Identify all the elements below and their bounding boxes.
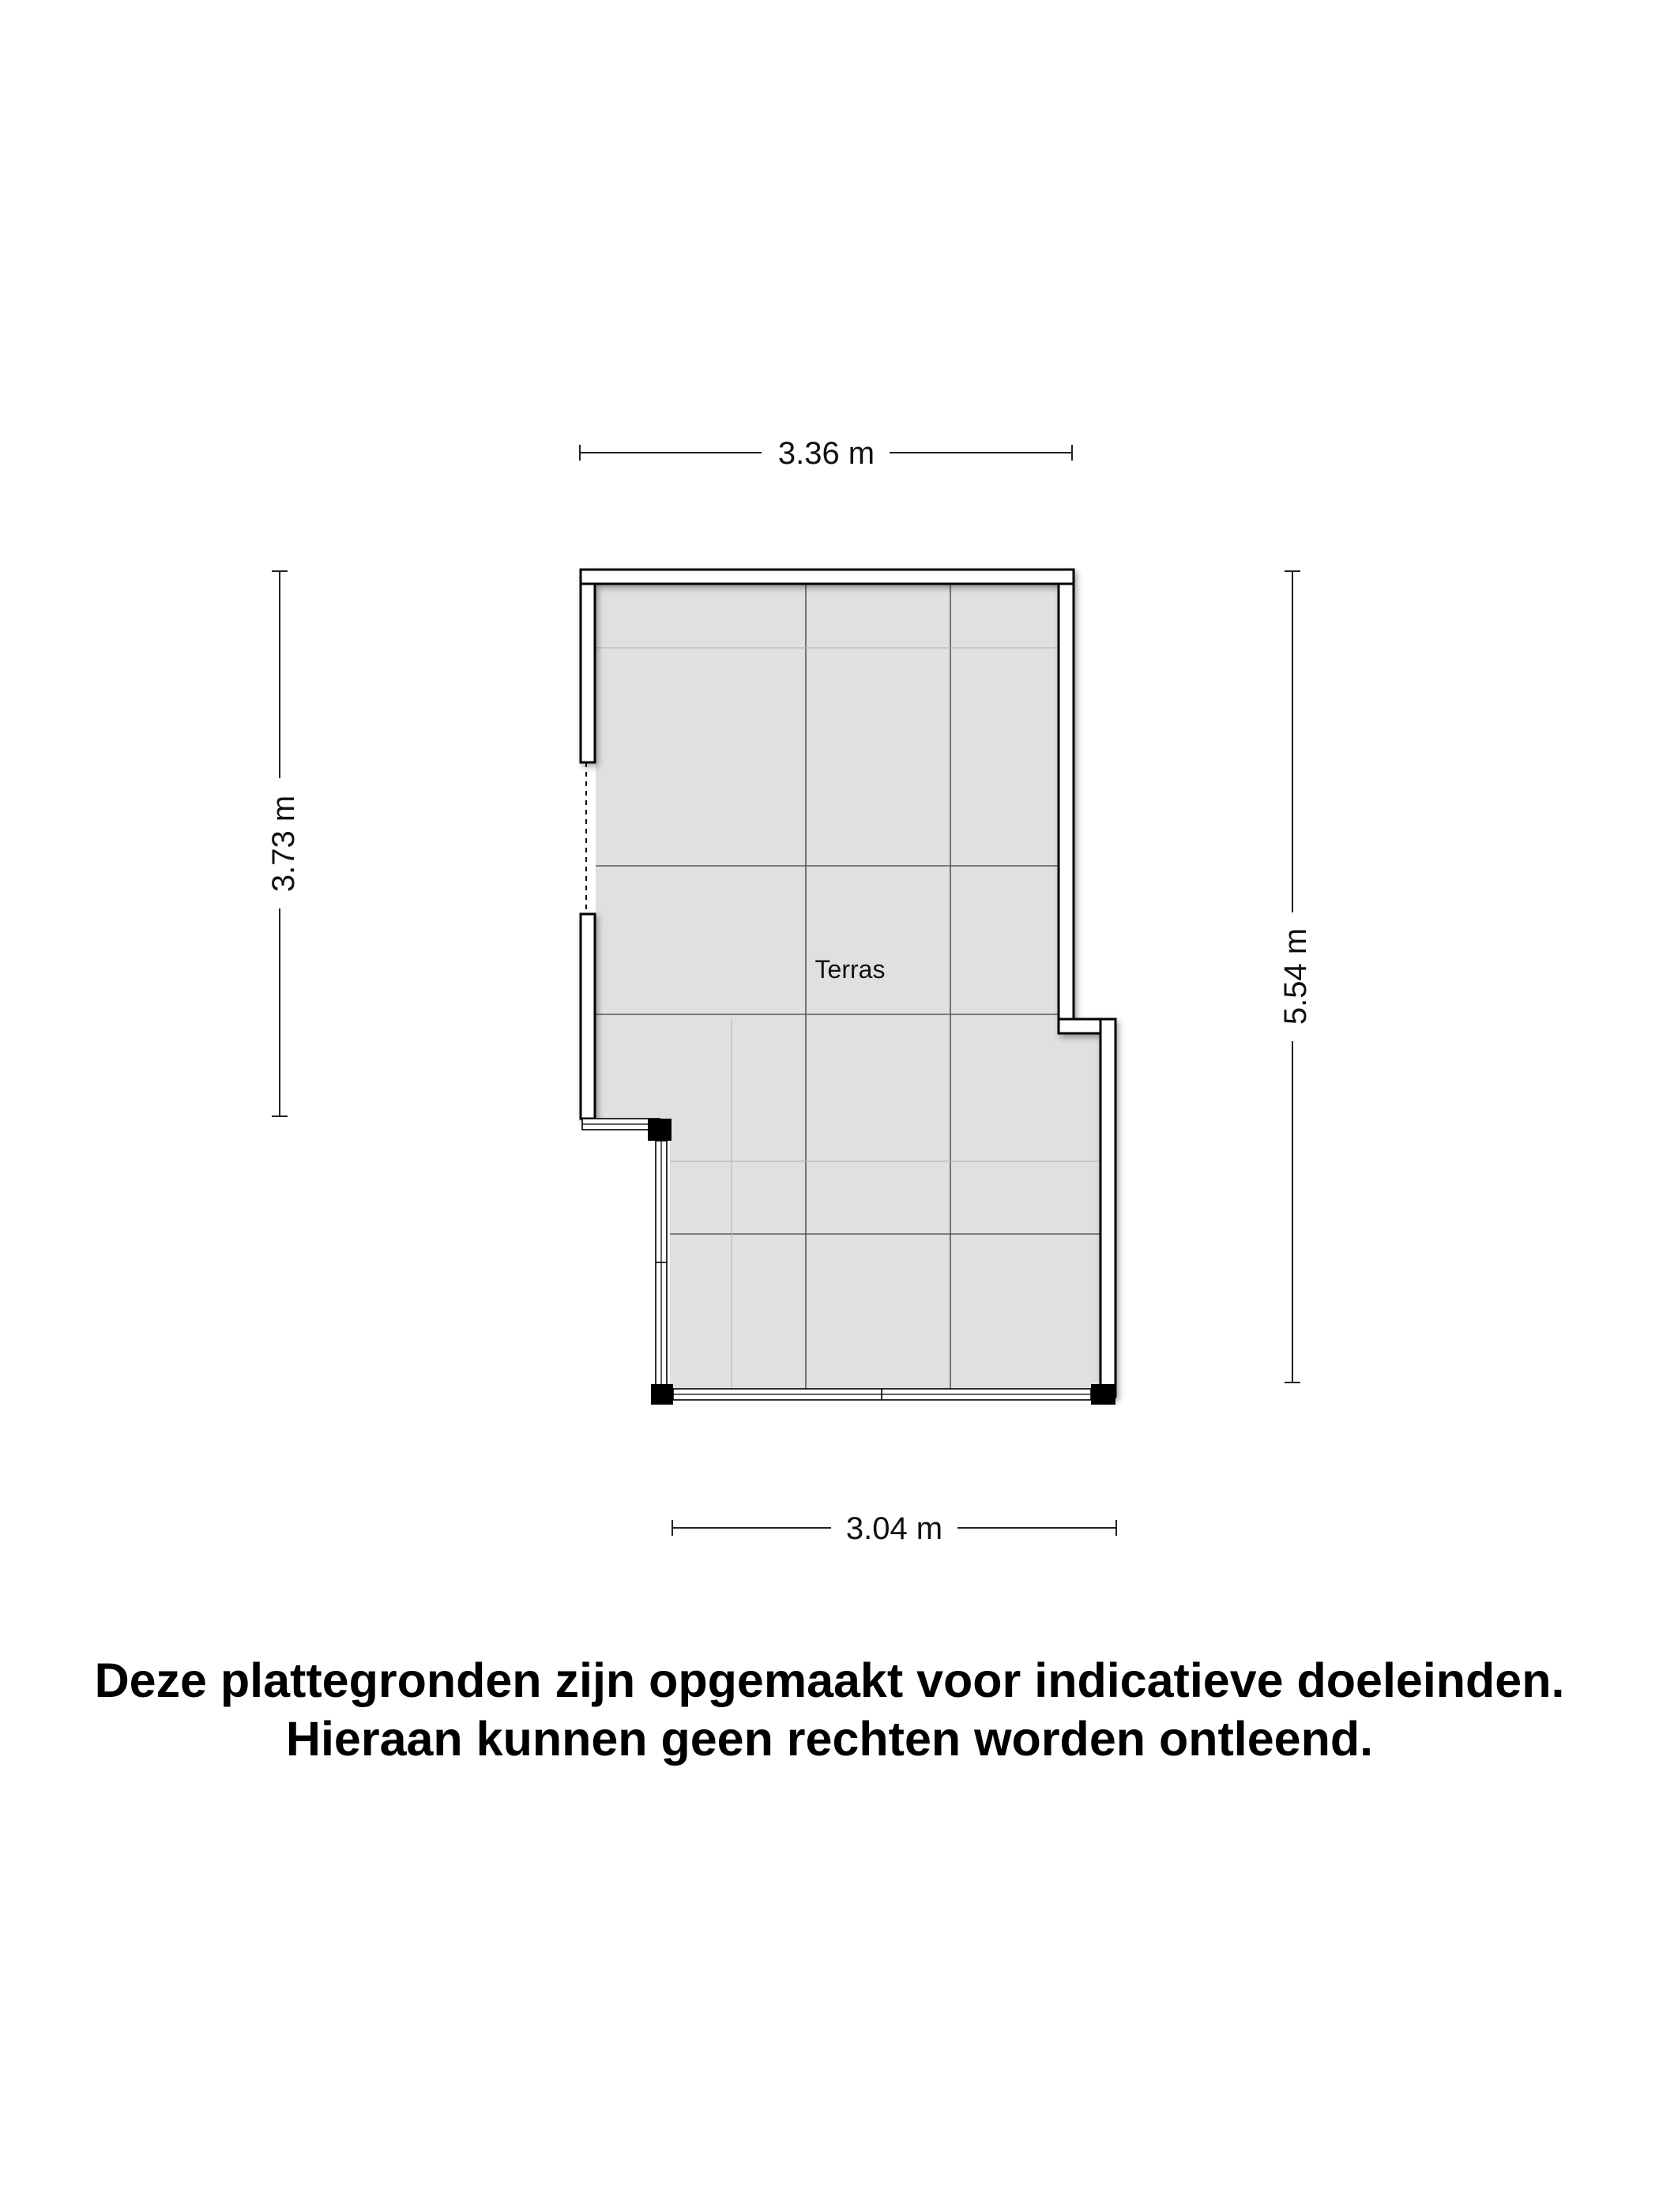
terrace-floor [596, 583, 1100, 1397]
dimension-top-label: 3.36 m [777, 436, 875, 471]
wall-right-lower [1100, 1019, 1115, 1397]
room-label: Terras [814, 955, 886, 984]
dimension-right [1278, 571, 1313, 1382]
wall-right-upper [1059, 584, 1074, 1019]
disclaimer-line-1: Deze plattegronden zijn opgemaakt voor indicatieve doeleinden. [94, 1653, 1565, 1707]
railing-left [656, 1141, 667, 1386]
dimension-left-label: 3.73 m [266, 795, 301, 893]
column-bottom-left [651, 1384, 673, 1405]
disclaimer-line-2: Hieraan kunnen geen rechten worden ontleend. [285, 1712, 1374, 1766]
wall-top [581, 570, 1074, 584]
dimension-top [580, 436, 1072, 471]
wall-left-lower [581, 914, 595, 1119]
railing-bottom [673, 1389, 1091, 1400]
column-top-left [648, 1119, 672, 1141]
dimension-bottom-label: 3.04 m [845, 1511, 943, 1546]
dimension-bottom [672, 1511, 1116, 1546]
dimension-left [266, 571, 301, 1116]
wall-left-upper [581, 584, 595, 762]
dimension-right-label: 5.54 m [1278, 927, 1313, 1025]
column-bottom-right [1091, 1384, 1115, 1405]
